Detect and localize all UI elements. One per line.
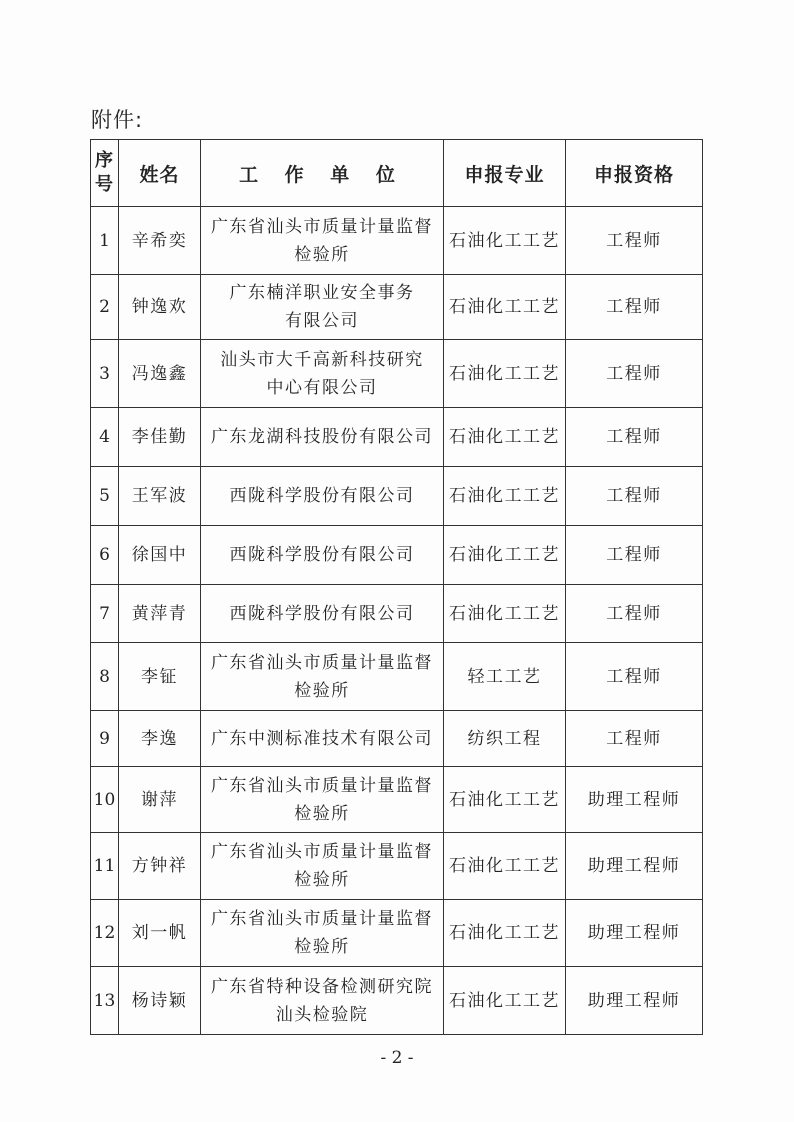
row-qualification: 工程师 (566, 275, 703, 340)
row-name: 李佳勤 (119, 408, 201, 467)
row-number: 10 (91, 767, 119, 833)
row-major: 石油化工工艺 (444, 767, 566, 833)
row-qualification: 工程师 (566, 711, 703, 767)
row-number: 13 (91, 967, 119, 1035)
row-qualification: 助理工程师 (566, 967, 703, 1035)
row-qualification: 工程师 (566, 207, 703, 275)
row-number: 7 (91, 585, 119, 643)
row-unit-line: 检验所 (294, 937, 350, 957)
row-qualification: 助理工程师 (566, 833, 703, 900)
row-major: 石油化工工艺 (444, 408, 566, 467)
row-unit-line: 广东省汕头市质量计量监督 (211, 775, 433, 796)
table-row (91, 275, 703, 340)
header-seq (91, 140, 119, 207)
row-unit-line: 中心有限公司 (266, 377, 378, 398)
row-unit (201, 643, 444, 711)
row-unit (201, 275, 444, 340)
row-number: 8 (91, 643, 119, 711)
row-name: 杨诗颖 (119, 967, 201, 1035)
row-name: 谢萍 (119, 767, 201, 833)
row-major: 石油化工工艺 (444, 340, 566, 408)
row-major: 石油化工工艺 (444, 900, 566, 967)
row-qualification: 工程师 (566, 526, 703, 585)
row-number: 5 (91, 467, 119, 526)
row-unit (201, 767, 444, 833)
row-major: 石油化工工艺 (444, 467, 566, 526)
row-unit (201, 340, 444, 408)
table-row (91, 711, 703, 767)
row-unit-line: 检验所 (294, 803, 350, 824)
row-unit-line: 汕头检验院 (275, 1004, 369, 1025)
row-number: 12 (91, 900, 119, 967)
row-unit-line: 广东省汕头市质量计量监督 (211, 909, 433, 929)
header-unit-label: 工 作 单 位 (239, 163, 405, 186)
row-major: 石油化工工艺 (444, 207, 566, 275)
header-seq-line2: 号 (95, 174, 114, 195)
table-row (91, 526, 703, 585)
row-number: 11 (91, 833, 119, 900)
table-row (91, 585, 703, 643)
row-unit-line: 广东龙湖科技股份有限公司 (211, 427, 433, 447)
table-row (91, 643, 703, 711)
table-row (91, 833, 703, 900)
row-number: 2 (91, 275, 119, 340)
row-name: 刘一帆 (119, 900, 201, 967)
row-name: 徐国中 (119, 526, 201, 585)
row-name: 钟逸欢 (119, 275, 201, 340)
row-unit-line: 有限公司 (285, 311, 359, 331)
row-unit-line: 西陇科学股份有限公司 (229, 545, 415, 565)
row-unit-line: 广东省汕头市质量计量监督 (211, 652, 433, 673)
row-major: 石油化工工艺 (444, 526, 566, 585)
row-unit-line: 西陇科学股份有限公司 (229, 486, 415, 506)
table-row (91, 767, 703, 833)
row-major: 石油化工工艺 (444, 585, 566, 643)
header-name: 姓名 (119, 140, 201, 207)
table-body (91, 207, 703, 1035)
row-qualification: 助理工程师 (566, 767, 703, 833)
row-unit-line: 广东中测标准技术有限公司 (211, 728, 433, 749)
row-unit-line: 西陇科学股份有限公司 (229, 603, 415, 624)
header-seq-line1: 序 (95, 150, 114, 171)
row-major: 石油化工工艺 (444, 967, 566, 1035)
row-unit (201, 408, 444, 467)
row-number: 4 (91, 408, 119, 467)
header-qualification: 申报资格 (566, 140, 703, 207)
row-unit-line: 广东省汕头市质量计量监督 (211, 842, 433, 862)
row-unit (201, 526, 444, 585)
table-header-row (91, 140, 703, 207)
row-name: 辛希奕 (119, 207, 201, 275)
row-unit (201, 833, 444, 900)
row-major: 石油化工工艺 (444, 833, 566, 900)
row-major: 轻工工艺 (444, 643, 566, 711)
table-row (91, 207, 703, 275)
row-name: 方钟祥 (119, 833, 201, 900)
header-major: 申报专业 (444, 140, 566, 207)
row-name: 冯逸鑫 (119, 340, 201, 408)
row-unit-line: 汕头市大千高新科技研究 (220, 349, 424, 370)
table-row (91, 408, 703, 467)
header-unit (201, 140, 444, 207)
row-number: 9 (91, 711, 119, 767)
row-unit (201, 585, 444, 643)
row-unit (201, 967, 444, 1035)
row-unit-line: 广东楠洋职业安全事务 (229, 283, 415, 303)
row-number: 6 (91, 526, 119, 585)
row-name: 李逸 (119, 711, 201, 767)
row-unit (201, 900, 444, 967)
row-unit-line: 广东省特种设备检测研究院 (211, 976, 433, 997)
row-unit-line: 检验所 (294, 680, 350, 701)
row-unit (201, 711, 444, 767)
row-qualification: 工程师 (566, 467, 703, 526)
row-name: 黄萍青 (119, 585, 201, 643)
row-qualification: 工程师 (566, 408, 703, 467)
applicant-table (90, 139, 703, 1035)
attachment-label: 附件: (91, 108, 144, 132)
row-major: 石油化工工艺 (444, 275, 566, 340)
row-qualification: 工程师 (566, 643, 703, 711)
row-qualification: 工程师 (566, 585, 703, 643)
row-unit (201, 467, 444, 526)
row-unit-line: 广东省汕头市质量计量监督 (211, 216, 433, 237)
row-number: 1 (91, 207, 119, 275)
table-row (91, 340, 703, 408)
row-number: 3 (91, 340, 119, 408)
table-row (91, 467, 703, 526)
row-qualification: 助理工程师 (566, 900, 703, 967)
row-qualification: 工程师 (566, 340, 703, 408)
page-number: - 2 - (380, 1048, 414, 1068)
row-name: 王军波 (119, 467, 201, 526)
table-row (91, 900, 703, 967)
row-unit (201, 207, 444, 275)
row-unit-line: 检验所 (294, 870, 350, 890)
row-unit-line: 检验所 (294, 244, 350, 265)
row-major: 纺织工程 (444, 711, 566, 767)
table-row (91, 967, 703, 1035)
row-name: 李钲 (119, 643, 201, 711)
